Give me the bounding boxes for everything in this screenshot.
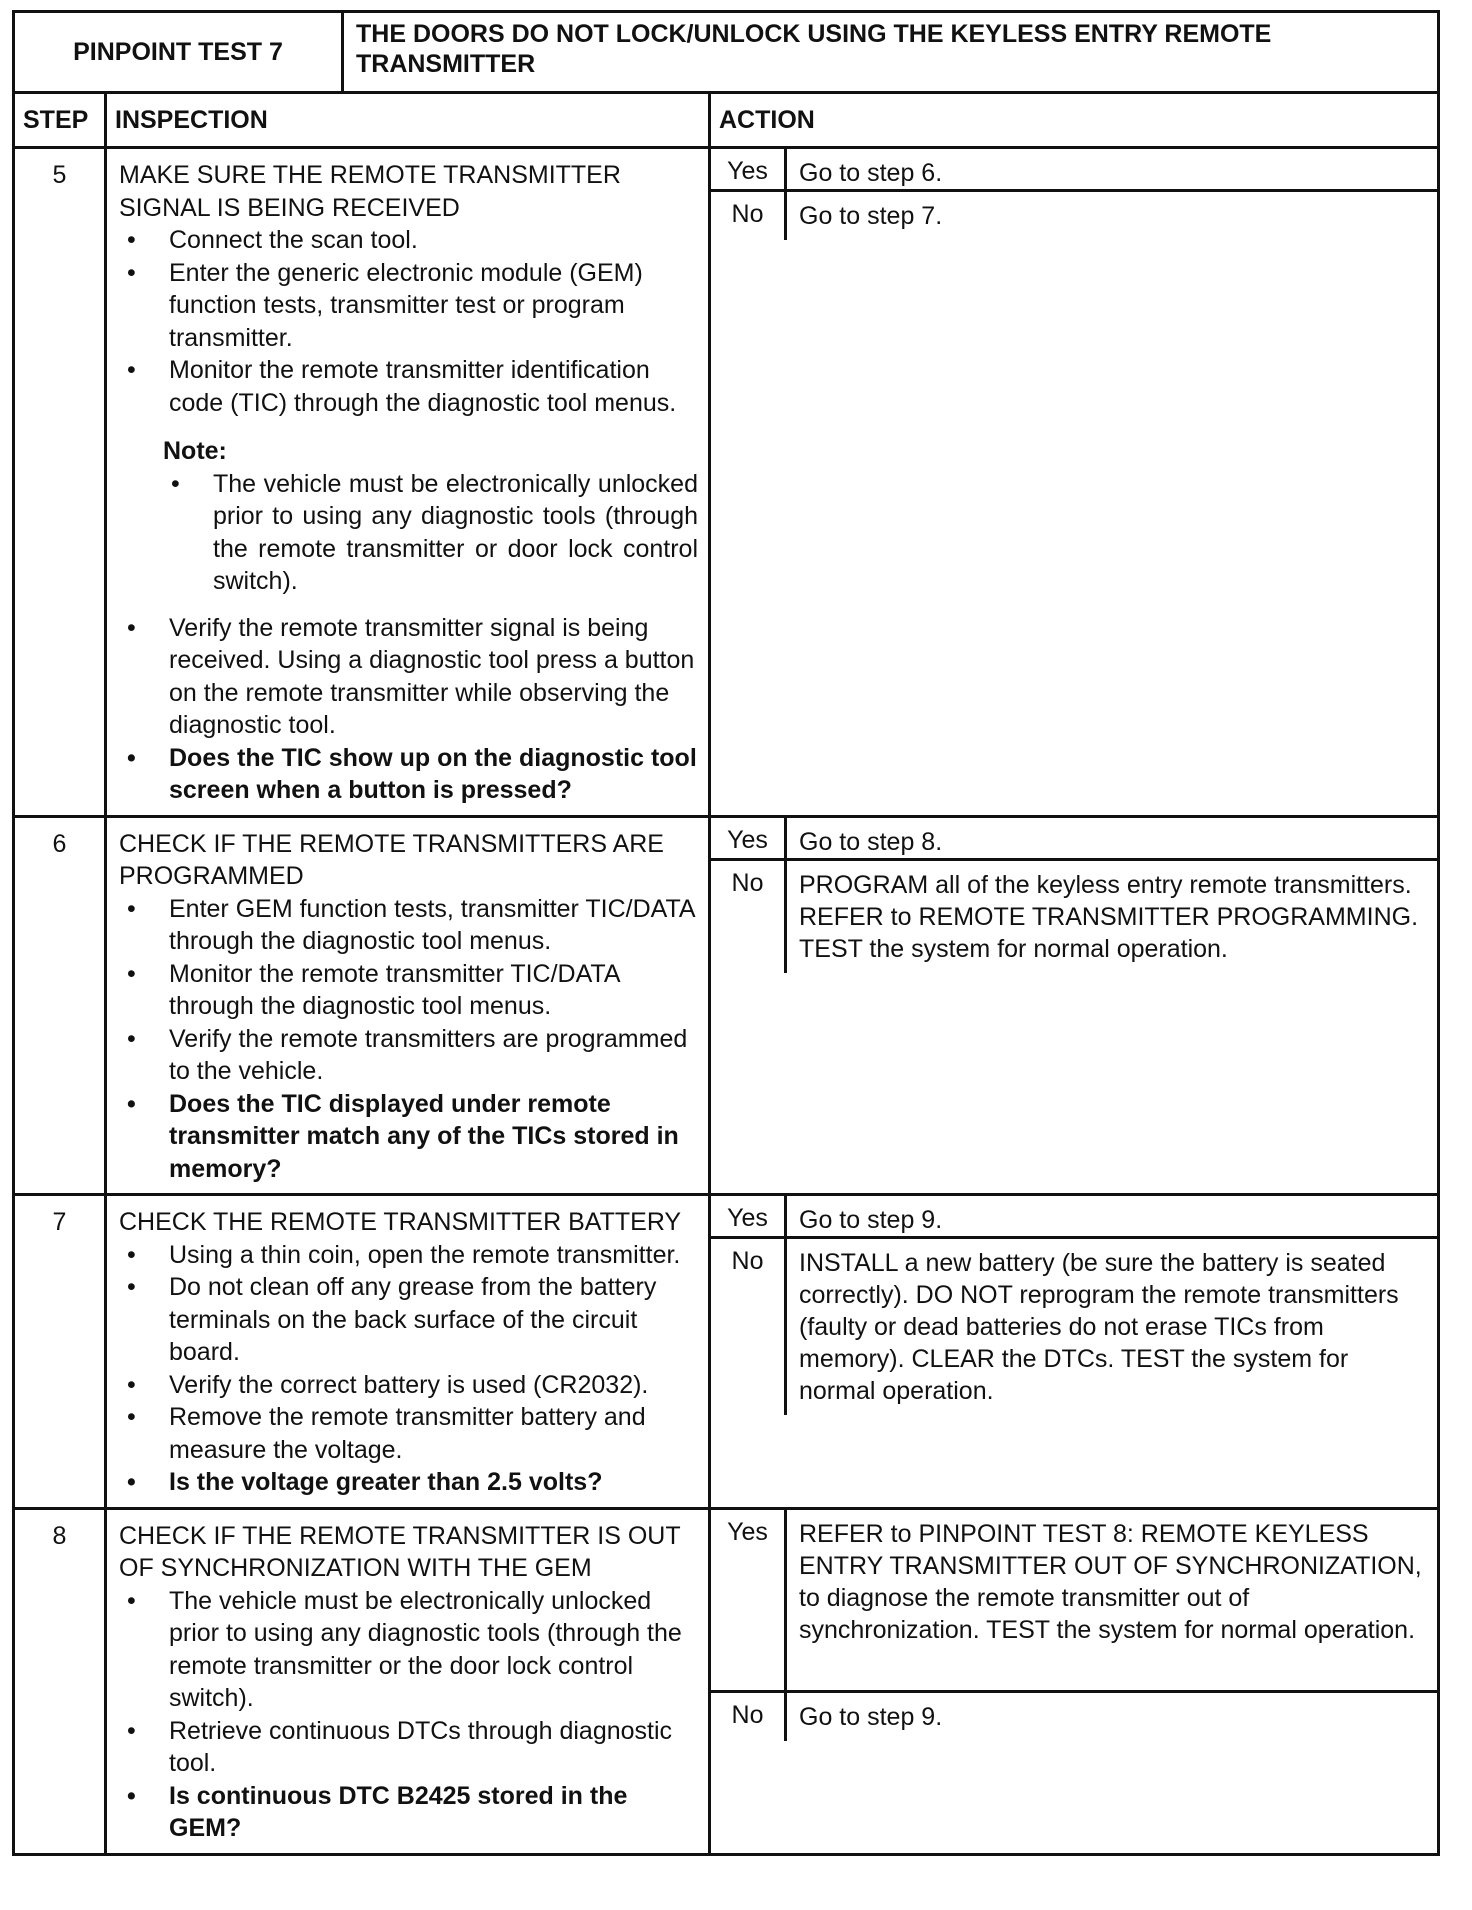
step-row-8 [14, 1508, 1439, 1854]
step-number: 7 [14, 1195, 106, 1509]
note-bullets [163, 468, 698, 598]
step-number: 6 [14, 816, 106, 1195]
yes-row [711, 149, 1437, 189]
step-row-7 [14, 1195, 1439, 1509]
no-action: Go to step 9. [799, 1702, 943, 1731]
no-row [711, 189, 1437, 240]
no-action: INSTALL a new battery (be sure the battery is seated correctly). DO NOT reprogram the remote transmitters (faulty or dead batteries do not erase TICs from memory). CLEAR the DTCs. TEST the system for normal operation. [799, 1249, 1399, 1405]
bullet-item: • Monitor the remote transmitter TIC/DATA through the diagnostic tool menus. [119, 958, 698, 1023]
bullet-item: • Enter GEM function tests, transmitter TIC/DATA through the diagnostic tool menus. [119, 893, 698, 958]
step-inspection [106, 1195, 710, 1509]
step-title: CHECK THE REMOTE TRANSMITTER BATTERY [119, 1208, 682, 1236]
yes-label: Yes [711, 1510, 787, 1690]
no-label: No [711, 861, 787, 973]
step-question: • Is continuous DTC B2425 stored in the GEM? [119, 1780, 698, 1845]
no-action: Go to step 7. [799, 202, 943, 230]
step-row-5 [14, 148, 1439, 817]
bullet-item: • Verify the correct battery is used (CR2032). [119, 1369, 698, 1402]
step-title: CHECK IF THE REMOTE TRANSMITTERS ARE PROGRAMMED [119, 829, 664, 890]
step-actions [710, 1508, 1439, 1854]
test-title: THE DOORS DO NOT LOCK/UNLOCK USING THE KEYLESS ENTRY REMOTE TRANSMITTER [356, 20, 1272, 78]
yes-label: Yes [711, 818, 787, 858]
pinpoint-test-page [12, 10, 1440, 1856]
bullet-item: • Enter the generic electronic module (GEM) function tests, transmitter test or program transmitter. [119, 257, 698, 355]
step-bullets-post [119, 612, 698, 807]
bullet-item: • The vehicle must be electronically unlocked prior to using any diagnostic tools (through the remote transmitter or the door lock control switch). [119, 1585, 698, 1715]
bullet-item: • Retrieve continuous DTCs through diagnostic tool. [119, 1715, 698, 1780]
no-label: No [711, 192, 787, 240]
step-inspection [106, 148, 710, 817]
column-header-step: STEP [14, 93, 106, 148]
bullet-item: • Monitor the remote transmitter identification code (TIC) through the diagnostic tool menus. [119, 354, 698, 419]
bullet-item: • Verify the remote transmitters are programmed to the vehicle. [119, 1023, 698, 1088]
bullet-item: • Connect the scan tool. [119, 224, 698, 257]
steps-table [12, 91, 1440, 1856]
yes-action: REFER to PINPOINT TEST 8: REMOTE KEYLESS ENTRY TRANSMITTER OUT OF SYNCHRONIZATION, to diagnose the remote transmitter out of synchronization. TEST the system for normal operation. [799, 1519, 1422, 1644]
yes-action: Go to step 6. [799, 159, 943, 187]
test-id: PINPOINT TEST 7 [15, 13, 344, 91]
note-block [119, 435, 698, 598]
step-bullets [119, 1585, 698, 1845]
bullet-item: • Verify the remote transmitter signal is being received. Using a diagnostic tool press a button on the remote transmitter while observing the diagnostic tool. [119, 612, 698, 742]
yes-action: Go to step 8. [799, 827, 943, 856]
yes-row [711, 1510, 1437, 1690]
yes-label: Yes [711, 149, 787, 189]
bullet-item: • Remove the remote transmitter battery and measure the voltage. [119, 1401, 698, 1466]
column-header-inspection: INSPECTION [106, 93, 710, 148]
step-actions [710, 1195, 1439, 1509]
column-header-action: ACTION [710, 93, 1439, 148]
no-label: No [711, 1693, 787, 1741]
no-label: No [711, 1239, 787, 1415]
yes-action: Go to step 9. [799, 1206, 943, 1234]
no-row [711, 1236, 1437, 1415]
note-item: • The vehicle must be electronically unlocked prior to using any diagnostic tools (through the remote transmitter or door lock control switch). [163, 468, 698, 598]
step-title: MAKE SURE THE REMOTE TRANSMITTER SIGNAL IS BEING RECEIVED [119, 161, 621, 222]
bullet-item: • Using a thin coin, open the remote transmitter. [119, 1239, 698, 1272]
step-bullets [119, 893, 698, 1186]
no-action: PROGRAM all of the keyless entry remote transmitters. REFER to REMOTE TRANSMITTER PROGRAMMING. TEST the system for normal operation. [799, 870, 1419, 963]
step-bullets [119, 1239, 698, 1499]
no-row [711, 1690, 1437, 1741]
step-row-6 [14, 816, 1439, 1195]
step-question: • Is the voltage greater than 2.5 volts? [119, 1466, 698, 1499]
step-question: • Does the TIC displayed under remote transmitter match any of the TICs stored in memory? [119, 1088, 698, 1186]
yes-label: Yes [711, 1196, 787, 1236]
step-actions [710, 816, 1439, 1195]
step-question: • Does the TIC show up on the diagnostic tool screen when a button is pressed? [119, 742, 698, 807]
step-title: CHECK IF THE REMOTE TRANSMITTER IS OUT OF SYNCHRONIZATION WITH THE GEM [119, 1521, 681, 1582]
step-number: 8 [14, 1508, 106, 1854]
step-inspection [106, 1508, 710, 1854]
test-header [12, 10, 1440, 94]
yes-row [711, 1196, 1437, 1236]
bullet-item: • Do not clean off any grease from the battery terminals on the back surface of the circuit board. [119, 1271, 698, 1369]
step-actions [710, 148, 1439, 817]
step-inspection [106, 816, 710, 1195]
step-number: 5 [14, 148, 106, 817]
yes-row [711, 818, 1437, 858]
column-header-row [14, 93, 1439, 148]
no-row [711, 858, 1437, 973]
note-label: Note: [163, 437, 227, 465]
step-bullets [119, 224, 698, 419]
